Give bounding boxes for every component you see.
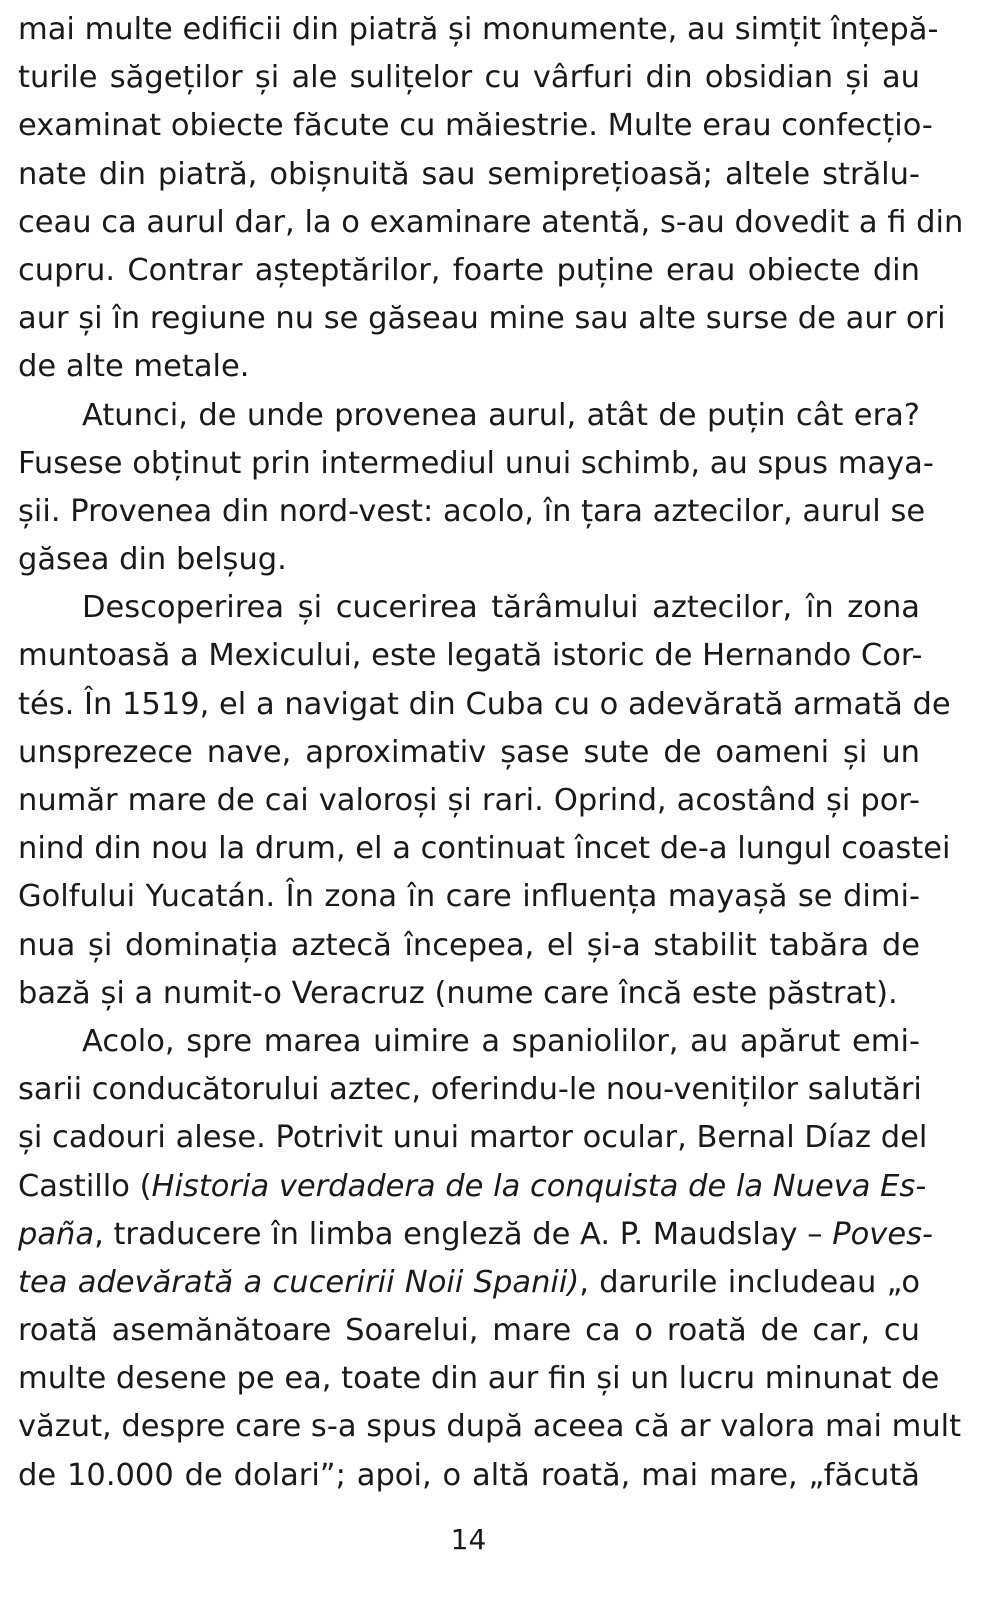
- text-line: [18, 777, 920, 825]
- text-run: tés. În 1519, el a navigat din Cuba cu o adevărată armată de: [18, 686, 951, 722]
- text-line: [18, 151, 920, 199]
- text-line: [18, 392, 920, 440]
- text-run: unsprezece nave, aproximativ șase sute de oameni și un: [18, 734, 920, 770]
- italic-text: paña: [18, 1216, 95, 1252]
- text-line: [18, 873, 920, 921]
- text-line: [18, 1163, 927, 1211]
- text-run: cupru. Contrar așteptărilor, foarte puține erau obiecte din: [18, 252, 920, 288]
- text-line: [18, 825, 951, 873]
- page-body: [18, 6, 964, 1500]
- paragraph: [18, 1018, 962, 1500]
- text-run: , darurile includeau „o: [579, 1264, 920, 1300]
- text-line: [18, 632, 923, 680]
- text-run: roată asemănătoare Soarelui, mare ca o roată de car, cu: [18, 1313, 920, 1349]
- text-run: , traducere în limba engleză de A. P. Maudslay –: [94, 1216, 833, 1252]
- text-run: mai multe edificii din piatră și monumente, au simțit înțepă-: [18, 12, 939, 47]
- paragraph: [18, 392, 934, 585]
- text-run: Descoperirea și cucerirea tărâmului aztecilor, în zona: [82, 590, 920, 626]
- text-line: [18, 536, 920, 584]
- text-run: Golfului Yucatán. În zona în care influența mayașă se dimi-: [18, 879, 920, 915]
- text-line: [18, 1403, 962, 1451]
- text-line: [18, 102, 933, 150]
- italic-text: Poves-: [832, 1216, 933, 1252]
- italic-text: Historia verdadera de la conquista de la Nueva Es-: [151, 1168, 927, 1204]
- text-run: bază și a numit-o Veracruz (nume care încă este păstrat).: [18, 975, 898, 1011]
- text-line: [18, 1066, 920, 1114]
- text-line: [18, 584, 920, 632]
- text-run: examinat obiecte făcute cu măiestrie. Multe erau confecțio-: [18, 108, 933, 144]
- text-line: [18, 488, 926, 536]
- text-line: [18, 295, 946, 343]
- italic-text: tea adevărată a cuceririi Noii Spanii): [18, 1264, 580, 1300]
- text-run: multe desene pe ea, toate din aur fin și un lucru minunat de: [18, 1361, 940, 1397]
- text-line: [18, 681, 951, 729]
- text-line: [18, 440, 934, 488]
- text-run: Fusese obținut prin intermediul unui schimb, au spus maya-: [18, 445, 934, 481]
- text-run: și cadouri alese. Potrivit unui martor ocular, Bernal Díaz del: [18, 1120, 928, 1156]
- text-run: număr mare de cai valoroși și rari. Oprind, acostând și por-: [18, 783, 920, 818]
- text-run: Atunci, de unde provenea aurul, atât de puțin cât era?: [82, 397, 920, 433]
- text-run: de alte metale.: [18, 349, 250, 385]
- text-run: de 10.000 de dolari”; apoi, o altă roată, mai mare, „făcută: [18, 1457, 920, 1493]
- paragraph: [18, 6, 964, 392]
- text-run: ceau ca aurul dar, la o examinare atentă, s-au dovedit a fi din: [18, 204, 964, 240]
- text-line: [18, 729, 920, 777]
- text-line: [18, 922, 920, 970]
- text-line: [18, 1259, 920, 1307]
- paragraph: [18, 584, 951, 1018]
- text-line: [18, 1355, 940, 1403]
- text-line: [18, 970, 920, 1018]
- text-line: [18, 1018, 920, 1066]
- text-line: [18, 199, 964, 247]
- text-line: [18, 1307, 920, 1355]
- text-run: șii. Provenea din nord-vest: acolo, în țara aztecilor, aurul se: [18, 493, 926, 529]
- text-run: muntoasă a Mexicului, este legată istoric de Hernando Cor-: [18, 638, 923, 674]
- text-run: turile săgeților și ale sulițelor cu vârfuri din obsidian și au: [18, 60, 920, 96]
- text-run: găsea din belșug.: [18, 542, 287, 578]
- text-line: [18, 54, 920, 102]
- text-run: Acolo, spre marea uimire a spaniolilor, au apărut emi-: [82, 1023, 920, 1059]
- text-line: [18, 6, 939, 54]
- text-line: [18, 343, 920, 391]
- text-run: aur și în regiune nu se găseau mine sau alte surse de aur ori: [18, 301, 946, 337]
- page-number: 14: [450, 1523, 487, 1556]
- text-run: nind din nou la drum, el a continuat încet de-a lungul coastei: [18, 831, 951, 867]
- text-run: văzut, despre care s-a spus după aceea că ar valora mai mult: [18, 1409, 962, 1445]
- text-line: [18, 1452, 920, 1500]
- text-line: [18, 247, 920, 295]
- text-run: Castillo (: [18, 1168, 152, 1204]
- text-run: nate din piatră, obișnuită sau semiprețioasă; altele strălu-: [18, 156, 920, 192]
- text-run: nua și dominația aztecă începea, el și-a stabilit tabăra de: [18, 927, 920, 963]
- text-run: sarii conducătorului aztec, oferindu-le nou-veniților salutări: [18, 1072, 922, 1108]
- text-line: [18, 1114, 928, 1162]
- text-line: [18, 1211, 933, 1259]
